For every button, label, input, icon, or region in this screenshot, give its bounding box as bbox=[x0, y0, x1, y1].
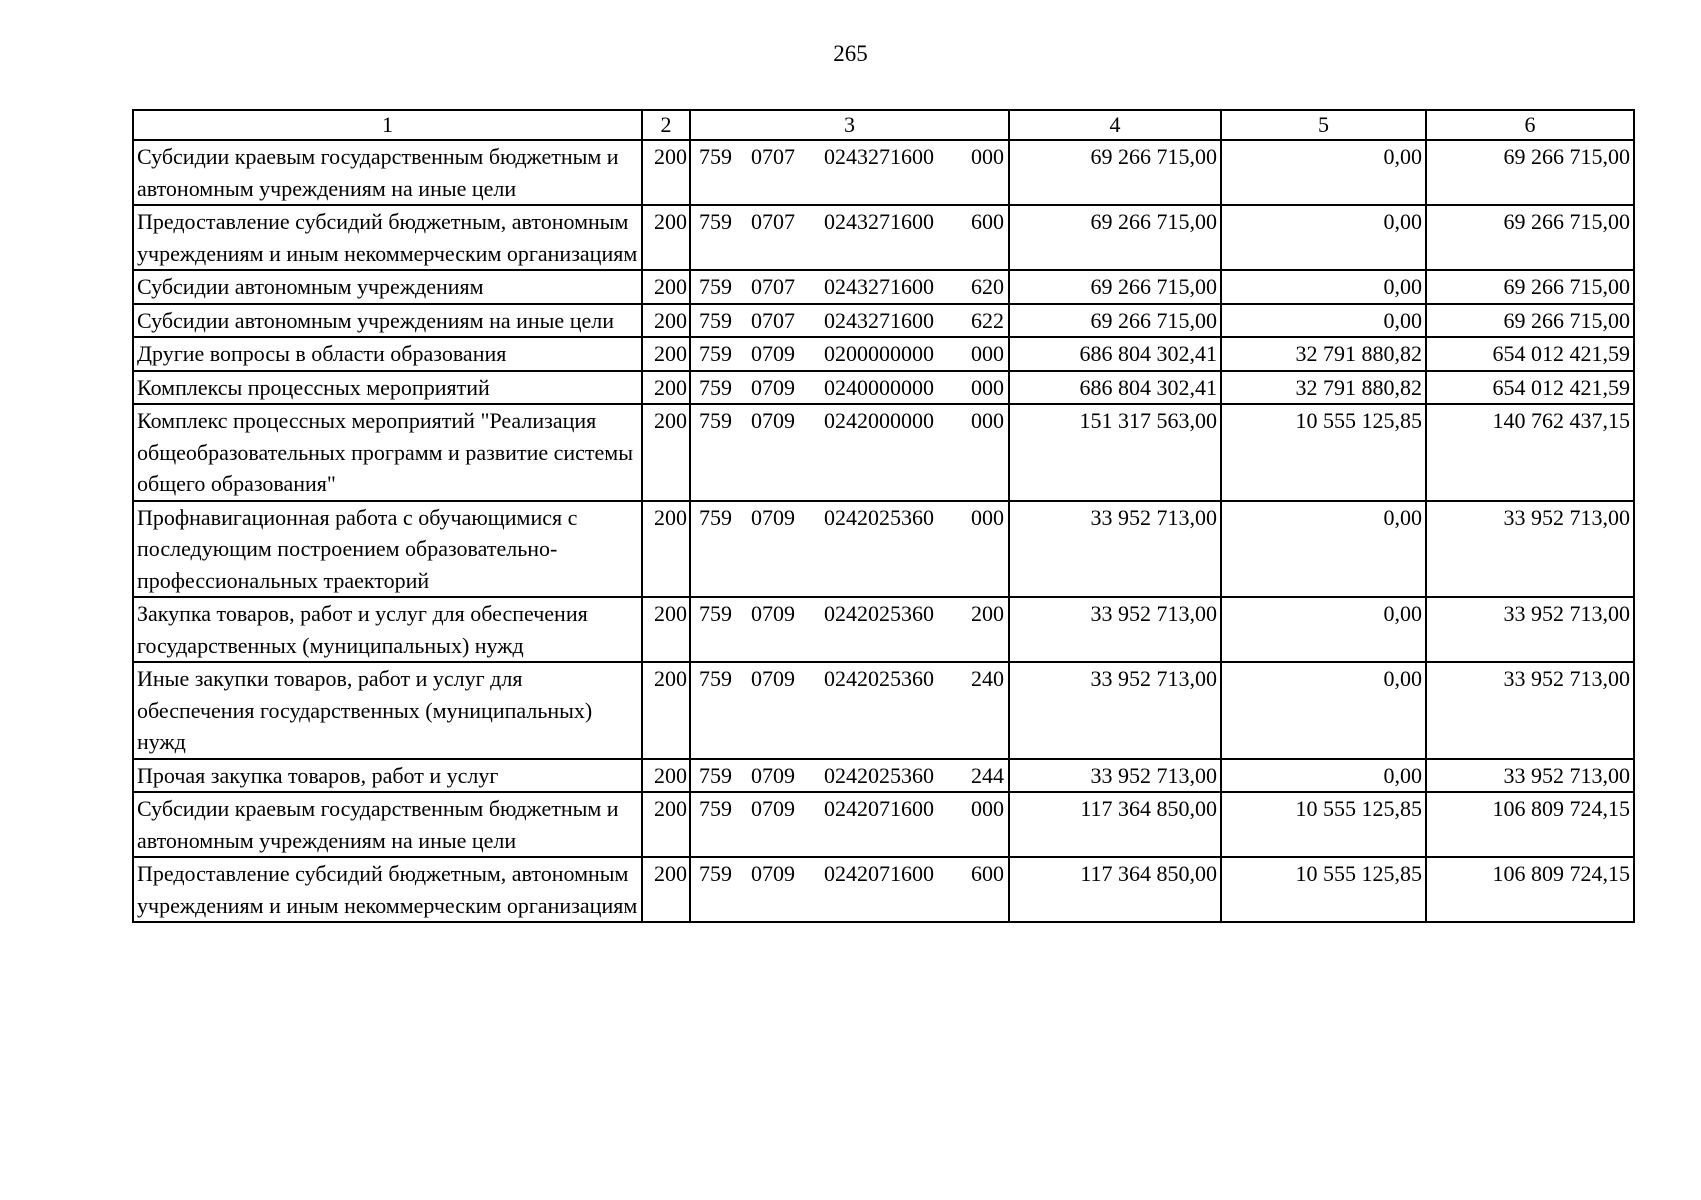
row-value-6: 33 952 713,00 bbox=[1426, 501, 1634, 598]
code-rz: 0709 bbox=[751, 861, 795, 886]
page-number: 265 bbox=[833, 41, 868, 66]
row-column-2: 200 bbox=[642, 205, 690, 270]
code-gr: 759 bbox=[699, 666, 732, 691]
row-name: Другие вопросы в области образования bbox=[133, 337, 642, 371]
code-vr: 000 bbox=[971, 408, 1004, 433]
row-value-4: 69 266 715,00 bbox=[1009, 140, 1221, 205]
row-code bbox=[690, 662, 1009, 759]
code-rz: 0709 bbox=[751, 601, 795, 626]
row-value-6: 69 266 715,00 bbox=[1426, 140, 1634, 205]
code-vr: 240 bbox=[971, 666, 1004, 691]
code-cs: 0243271600 bbox=[824, 307, 934, 333]
row-value-4: 686 804 302,41 bbox=[1009, 371, 1221, 405]
row-value-6: 33 952 713,00 bbox=[1426, 759, 1634, 793]
code-gr: 759 bbox=[699, 762, 732, 788]
code-gr: 759 bbox=[699, 209, 732, 234]
code-rz: 0709 bbox=[751, 374, 795, 400]
code-cs: 0242025360 bbox=[824, 762, 934, 788]
row-value-5: 32 791 880,82 bbox=[1221, 337, 1426, 371]
code-cs: 0200000000 bbox=[824, 341, 934, 366]
row-code bbox=[690, 792, 1009, 857]
code-rz: 0707 bbox=[751, 144, 795, 169]
row-value-5: 10 555 125,85 bbox=[1221, 857, 1426, 922]
row-value-4: 33 952 713,00 bbox=[1009, 501, 1221, 598]
row-code bbox=[690, 304, 1009, 338]
row-value-4: 33 952 713,00 bbox=[1009, 597, 1221, 662]
row-code bbox=[690, 404, 1009, 501]
code-rz: 0709 bbox=[751, 666, 795, 691]
row-name: Субсидии автономным учреждениям bbox=[133, 270, 642, 304]
code-vr: 000 bbox=[971, 504, 1004, 530]
code-rz: 0707 bbox=[751, 307, 795, 333]
row-value-4: 686 804 302,41 bbox=[1009, 337, 1221, 371]
row-value-4: 151 317 563,00 bbox=[1009, 404, 1221, 501]
table-row bbox=[133, 371, 1634, 405]
column-header: 1 bbox=[133, 110, 642, 140]
code-vr: 000 bbox=[971, 374, 1004, 400]
code-gr: 759 bbox=[699, 504, 732, 530]
code-rz: 0709 bbox=[751, 504, 795, 530]
row-value-5: 10 555 125,85 bbox=[1221, 404, 1426, 501]
code-cs: 0242025360 bbox=[824, 666, 934, 691]
row-code bbox=[690, 371, 1009, 405]
row-value-5: 0,00 bbox=[1221, 597, 1426, 662]
code-rz: 0709 bbox=[751, 762, 795, 788]
table-row bbox=[133, 759, 1634, 793]
row-value-6: 654 012 421,59 bbox=[1426, 371, 1634, 405]
code-vr: 000 bbox=[971, 144, 1004, 169]
code-cs: 0242000000 bbox=[824, 408, 934, 433]
code-cs: 0240000000 bbox=[824, 374, 934, 400]
code-vr: 622 bbox=[971, 307, 1004, 333]
row-code bbox=[690, 140, 1009, 205]
row-name: Прочая закупка товаров, работ и услуг bbox=[133, 759, 642, 793]
row-name: Субсидии автономным учреждениям на иные цели bbox=[133, 304, 642, 338]
row-code bbox=[690, 857, 1009, 922]
row-value-4: 69 266 715,00 bbox=[1009, 270, 1221, 304]
code-rz: 0709 bbox=[751, 408, 795, 433]
table-row bbox=[133, 501, 1634, 598]
code-vr: 000 bbox=[971, 341, 1004, 366]
code-cs: 0242025360 bbox=[824, 601, 934, 626]
code-gr: 759 bbox=[699, 408, 732, 433]
row-column-2: 200 bbox=[642, 662, 690, 759]
row-column-2: 200 bbox=[642, 404, 690, 501]
row-value-6: 33 952 713,00 bbox=[1426, 662, 1634, 759]
table-row bbox=[133, 304, 1634, 338]
code-gr: 759 bbox=[699, 274, 732, 299]
code-vr: 244 bbox=[971, 762, 1004, 788]
row-name: Предоставление субсидий бюджетным, автономным учреждениям и иным некоммерческим организациям bbox=[133, 857, 642, 922]
row-value-6: 69 266 715,00 bbox=[1426, 304, 1634, 338]
row-column-2: 200 bbox=[642, 371, 690, 405]
row-value-6: 106 809 724,15 bbox=[1426, 792, 1634, 857]
table-row bbox=[133, 662, 1634, 759]
row-name: Комплексы процессных мероприятий bbox=[133, 371, 642, 405]
row-column-2: 200 bbox=[642, 304, 690, 338]
row-value-5: 0,00 bbox=[1221, 205, 1426, 270]
table-row bbox=[133, 404, 1634, 501]
row-column-2: 200 bbox=[642, 501, 690, 598]
row-value-4: 69 266 715,00 bbox=[1009, 205, 1221, 270]
row-value-5: 0,00 bbox=[1221, 759, 1426, 793]
code-vr: 600 bbox=[971, 209, 1004, 234]
code-vr: 620 bbox=[971, 274, 1004, 299]
table-row bbox=[133, 597, 1634, 662]
row-value-6: 654 012 421,59 bbox=[1426, 337, 1634, 371]
row-code bbox=[690, 501, 1009, 598]
row-value-5: 0,00 bbox=[1221, 662, 1426, 759]
code-gr: 759 bbox=[699, 601, 732, 626]
row-column-2: 200 bbox=[642, 140, 690, 205]
row-name: Субсидии краевым государственным бюджетным и автономным учреждениям на иные цели bbox=[133, 140, 642, 205]
row-column-2: 200 bbox=[642, 337, 690, 371]
table-row bbox=[133, 270, 1634, 304]
code-gr: 759 bbox=[699, 861, 732, 886]
row-value-6: 106 809 724,15 bbox=[1426, 857, 1634, 922]
table-row bbox=[133, 792, 1634, 857]
row-value-6: 33 952 713,00 bbox=[1426, 597, 1634, 662]
row-value-5: 0,00 bbox=[1221, 270, 1426, 304]
row-value-4: 117 364 850,00 bbox=[1009, 792, 1221, 857]
code-rz: 0707 bbox=[751, 209, 795, 234]
row-column-2: 200 bbox=[642, 270, 690, 304]
code-gr: 759 bbox=[699, 374, 732, 400]
row-code bbox=[690, 205, 1009, 270]
row-value-6: 69 266 715,00 bbox=[1426, 205, 1634, 270]
table-row bbox=[133, 140, 1634, 205]
row-value-5: 0,00 bbox=[1221, 304, 1426, 338]
table-row bbox=[133, 857, 1634, 922]
row-value-6: 140 762 437,15 bbox=[1426, 404, 1634, 501]
row-value-5: 0,00 bbox=[1221, 501, 1426, 598]
row-name: Иные закупки товаров, работ и услуг для обеспечения государственных (муниципальных) нужд bbox=[133, 662, 642, 759]
row-name: Предоставление субсидий бюджетным, автономным учреждениям и иным некоммерческим организациям bbox=[133, 205, 642, 270]
row-name: Закупка товаров, работ и услуг для обеспечения государственных (муниципальных) нужд bbox=[133, 597, 642, 662]
code-cs: 0243271600 bbox=[824, 209, 934, 234]
row-column-2: 200 bbox=[642, 597, 690, 662]
row-value-5: 10 555 125,85 bbox=[1221, 792, 1426, 857]
code-cs: 0242025360 bbox=[824, 504, 934, 530]
code-cs: 0243271600 bbox=[824, 144, 934, 169]
code-cs: 0242071600 bbox=[824, 861, 934, 886]
row-code bbox=[690, 759, 1009, 793]
code-vr: 200 bbox=[971, 601, 1004, 626]
row-column-2: 200 bbox=[642, 792, 690, 857]
code-vr: 000 bbox=[971, 796, 1004, 821]
table-row bbox=[133, 337, 1634, 371]
row-value-6: 69 266 715,00 bbox=[1426, 270, 1634, 304]
code-gr: 759 bbox=[699, 144, 732, 169]
code-rz: 0709 bbox=[751, 341, 795, 366]
table-header-row bbox=[133, 110, 1634, 140]
row-name: Комплекс процессных мероприятий "Реализация общеобразовательных программ и развитие системы общего образования" bbox=[133, 404, 642, 501]
row-name: Субсидии краевым государственным бюджетным и автономным учреждениям на иные цели bbox=[133, 792, 642, 857]
row-value-4: 69 266 715,00 bbox=[1009, 304, 1221, 338]
row-value-4: 33 952 713,00 bbox=[1009, 759, 1221, 793]
column-header: 5 bbox=[1221, 110, 1426, 140]
row-value-5: 32 791 880,82 bbox=[1221, 371, 1426, 405]
code-cs: 0243271600 bbox=[824, 274, 934, 299]
column-header: 2 bbox=[642, 110, 690, 140]
code-cs: 0242071600 bbox=[824, 796, 934, 821]
row-code bbox=[690, 597, 1009, 662]
row-value-4: 117 364 850,00 bbox=[1009, 857, 1221, 922]
code-vr: 600 bbox=[971, 861, 1004, 886]
row-code bbox=[690, 270, 1009, 304]
row-name: Профнавигационная работа с обучающимися с последующим построением образовательно-профессиональных траекторий bbox=[133, 501, 642, 598]
code-rz: 0709 bbox=[751, 796, 795, 821]
table-row bbox=[133, 205, 1634, 270]
budget-table bbox=[132, 109, 1635, 923]
column-header: 6 bbox=[1426, 110, 1634, 140]
code-gr: 759 bbox=[699, 307, 732, 333]
code-gr: 759 bbox=[699, 796, 732, 821]
column-header: 3 bbox=[690, 110, 1009, 140]
row-value-5: 0,00 bbox=[1221, 140, 1426, 205]
column-header: 4 bbox=[1009, 110, 1221, 140]
row-value-4: 33 952 713,00 bbox=[1009, 662, 1221, 759]
row-code bbox=[690, 337, 1009, 371]
code-rz: 0707 bbox=[751, 274, 795, 299]
row-column-2: 200 bbox=[642, 857, 690, 922]
code-gr: 759 bbox=[699, 341, 732, 366]
row-column-2: 200 bbox=[642, 759, 690, 793]
